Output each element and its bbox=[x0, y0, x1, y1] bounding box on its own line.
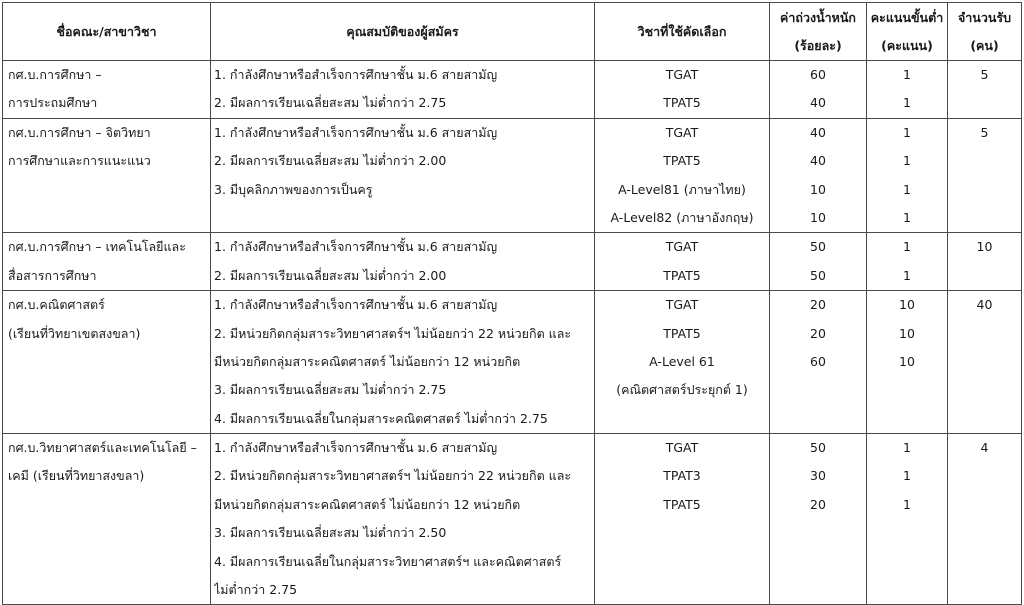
min-score-cell: 10 10 10 bbox=[867, 291, 948, 434]
header-faculty: ชื่อคณะ/สาขาวิชา bbox=[3, 3, 211, 61]
qualifications-cell: 1. กำลังศึกษาหรือสำเร็จการศึกษาชั้น ม.6 สายสามัญ 2. มีหน่วยกิตกลุ่มสาระวิทยาศาสตร์ฯ ไม่น้อยกว่า 22 หน่วยกิต และ มีหน่วยกิตกลุ่มสาระคณิตศาสตร์ ไม่น้อยกว่า 12 หน่วยกิต 3. มีผลการเรียนเฉลี่ยสะสม ไม่ต่ำกว่า 2.75 4. มีผลการเรียนเฉลี่ยในกลุ่มสาระคณิตศาสตร์ ไม่ต่ำกว่า 2.75 bbox=[211, 291, 595, 434]
faculty-cell: กศ.บ.การศึกษา – จิตวิทยา การศึกษาและการแนะแนว bbox=[3, 118, 211, 233]
table-row bbox=[3, 61, 1022, 119]
header-seats: จำนวนรับ (คน) bbox=[948, 3, 1022, 61]
subjects-cell: TGAT TPAT5 bbox=[595, 233, 770, 291]
subjects-cell: TGAT TPAT5 A-Level 61 (คณิตศาสตร์ประยุกต์ 1) bbox=[595, 291, 770, 434]
min-score-cell: 1 1 1 bbox=[867, 434, 948, 605]
faculty-cell: กศ.บ.วิทยาศาสตร์และเทคโนโลยี – เคมี (เรียนที่วิทยาสงขลา) bbox=[3, 434, 211, 605]
min-score-cell: 1 1 bbox=[867, 61, 948, 119]
admission-table-container bbox=[2, 2, 1021, 605]
subjects-cell: TGAT TPAT5 A-Level81 (ภาษาไทย) A-Level82 (ภาษาอังกฤษ) bbox=[595, 118, 770, 233]
table-row bbox=[3, 233, 1022, 291]
seats-cell: 10 bbox=[948, 233, 1022, 291]
qualifications-cell: 1. กำลังศึกษาหรือสำเร็จการศึกษาชั้น ม.6 สายสามัญ 2. มีผลการเรียนเฉลี่ยสะสม ไม่ต่ำกว่า 2.00 bbox=[211, 233, 595, 291]
admission-criteria-table bbox=[2, 2, 1022, 605]
header-qualifications: คุณสมบัติของผู้สมัคร bbox=[211, 3, 595, 61]
header-subjects: วิชาที่ใช้คัดเลือก bbox=[595, 3, 770, 61]
weight-cell: 50 30 20 bbox=[770, 434, 867, 605]
faculty-cell: กศ.บ.การศึกษา – เทคโนโลยีและ สื่อสารการศึกษา bbox=[3, 233, 211, 291]
subjects-cell: TGAT TPAT3 TPAT5 bbox=[595, 434, 770, 605]
seats-cell: 40 bbox=[948, 291, 1022, 434]
seats-cell: 5 bbox=[948, 118, 1022, 233]
qualifications-cell: 1. กำลังศึกษาหรือสำเร็จการศึกษาชั้น ม.6 สายสามัญ 2. มีผลการเรียนเฉลี่ยสะสม ไม่ต่ำกว่า 2.00 3. มีบุคลิกภาพของการเป็นครู bbox=[211, 118, 595, 233]
subjects-cell: TGAT TPAT5 bbox=[595, 61, 770, 119]
weight-cell: 40 40 10 10 bbox=[770, 118, 867, 233]
table-row bbox=[3, 291, 1022, 434]
table-header-row bbox=[3, 3, 1022, 61]
weight-cell: 20 20 60 bbox=[770, 291, 867, 434]
seats-cell: 4 bbox=[948, 434, 1022, 605]
qualifications-cell: 1. กำลังศึกษาหรือสำเร็จการศึกษาชั้น ม.6 สายสามัญ 2. มีผลการเรียนเฉลี่ยสะสม ไม่ต่ำกว่า 2.75 bbox=[211, 61, 595, 119]
weight-cell: 60 40 bbox=[770, 61, 867, 119]
header-min-score: คะแนนขั้นต่ำ (คะแนน) bbox=[867, 3, 948, 61]
header-weight: ค่าถ่วงน้ำหนัก (ร้อยละ) bbox=[770, 3, 867, 61]
min-score-cell: 1 1 bbox=[867, 233, 948, 291]
min-score-cell: 1 1 1 1 bbox=[867, 118, 948, 233]
weight-cell: 50 50 bbox=[770, 233, 867, 291]
seats-cell: 5 bbox=[948, 61, 1022, 119]
qualifications-cell: 1. กำลังศึกษาหรือสำเร็จการศึกษาชั้น ม.6 สายสามัญ 2. มีหน่วยกิตกลุ่มสาระวิทยาศาสตร์ฯ ไม่น้อยกว่า 22 หน่วยกิต และ มีหน่วยกิตกลุ่มสาระคณิตศาสตร์ ไม่น้อยกว่า 12 หน่วยกิต 3. มีผลการเรียนเฉลี่ยสะสม ไม่ต่ำกว่า 2.50 4. มีผลการเรียนเฉลี่ยในกลุ่มสาระวิทยาศาสตร์ฯ และคณิตศาสตร์ ไม่ต่ำกว่า 2.75 bbox=[211, 434, 595, 605]
table-row bbox=[3, 118, 1022, 233]
faculty-cell: กศ.บ.คณิตศาสตร์ (เรียนที่วิทยาเขตสงขลา) bbox=[3, 291, 211, 434]
table-row bbox=[3, 434, 1022, 605]
faculty-cell: กศ.บ.การศึกษา – การประถมศึกษา bbox=[3, 61, 211, 119]
